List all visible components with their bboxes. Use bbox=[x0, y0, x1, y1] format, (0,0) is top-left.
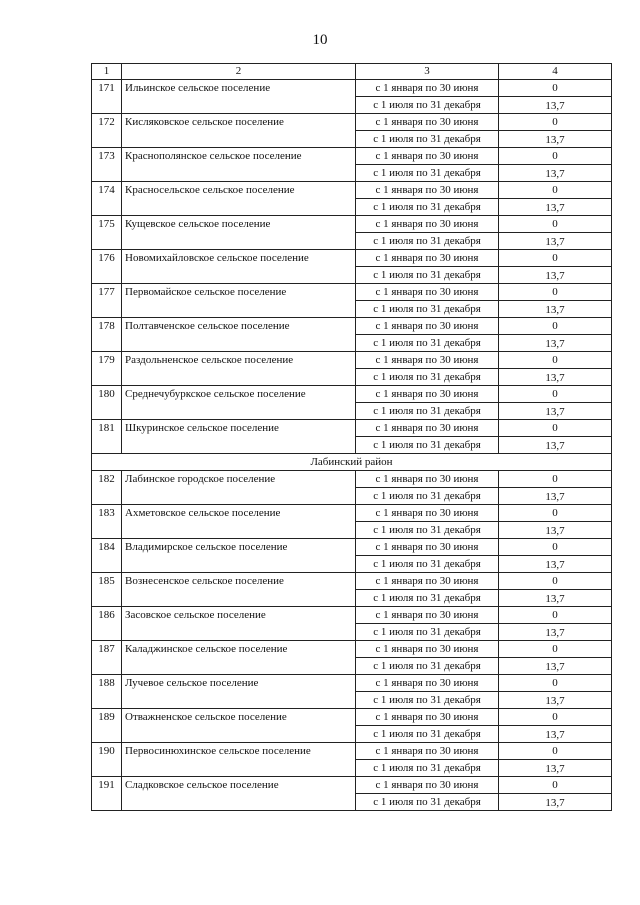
period-first-half: с 1 января по 30 июня bbox=[356, 318, 499, 335]
value-first-half: 0 bbox=[499, 386, 612, 403]
settlement-name: Лучевое сельское поселение bbox=[122, 675, 356, 709]
row-number: 177 bbox=[92, 284, 122, 318]
table-row bbox=[92, 420, 612, 437]
value-first-half: 0 bbox=[499, 505, 612, 522]
row-number: 182 bbox=[92, 471, 122, 505]
row-number: 172 bbox=[92, 114, 122, 148]
table-row bbox=[92, 250, 612, 267]
period-second-half: с 1 июля по 31 декабря bbox=[356, 692, 499, 709]
period-second-half: с 1 июля по 31 декабря bbox=[356, 131, 499, 148]
period-first-half: с 1 января по 30 июня bbox=[356, 675, 499, 692]
value-second-half: 13,7 bbox=[499, 301, 612, 318]
value-first-half: 0 bbox=[499, 80, 612, 97]
row-number: 186 bbox=[92, 607, 122, 641]
period-second-half: с 1 июля по 31 декабря bbox=[356, 301, 499, 318]
row-number: 174 bbox=[92, 182, 122, 216]
period-second-half: с 1 июля по 31 декабря bbox=[356, 794, 499, 811]
row-number: 190 bbox=[92, 743, 122, 777]
settlement-name: Среднечубуркское сельское поселение bbox=[122, 386, 356, 420]
row-number: 183 bbox=[92, 505, 122, 539]
period-second-half: с 1 июля по 31 декабря bbox=[356, 267, 499, 284]
period-second-half: с 1 июля по 31 декабря bbox=[356, 726, 499, 743]
value-second-half: 13,7 bbox=[499, 556, 612, 573]
table-row bbox=[92, 675, 612, 692]
settlement-name: Первомайское сельское поселение bbox=[122, 284, 356, 318]
table-row bbox=[92, 284, 612, 301]
settlement-name: Полтавченское сельское поселение bbox=[122, 318, 356, 352]
header-col-2: 2 bbox=[122, 64, 356, 80]
settlement-name: Засовское сельское поселение bbox=[122, 607, 356, 641]
period-first-half: с 1 января по 30 июня bbox=[356, 352, 499, 369]
period-second-half: с 1 июля по 31 декабря bbox=[356, 590, 499, 607]
period-first-half: с 1 января по 30 июня bbox=[356, 114, 499, 131]
value-second-half: 13,7 bbox=[499, 233, 612, 250]
period-second-half: с 1 июля по 31 декабря bbox=[356, 658, 499, 675]
period-first-half: с 1 января по 30 июня bbox=[356, 539, 499, 556]
settlement-name: Отважненское сельское поселение bbox=[122, 709, 356, 743]
value-second-half: 13,7 bbox=[499, 403, 612, 420]
row-number: 180 bbox=[92, 386, 122, 420]
value-first-half: 0 bbox=[499, 420, 612, 437]
value-second-half: 13,7 bbox=[499, 794, 612, 811]
period-second-half: с 1 июля по 31 декабря bbox=[356, 165, 499, 182]
value-second-half: 13,7 bbox=[499, 437, 612, 454]
settlement-name: Сладковское сельское поселение bbox=[122, 777, 356, 811]
value-second-half: 13,7 bbox=[499, 488, 612, 505]
row-number: 175 bbox=[92, 216, 122, 250]
table-row bbox=[92, 352, 612, 369]
value-second-half: 13,7 bbox=[499, 590, 612, 607]
value-first-half: 0 bbox=[499, 573, 612, 590]
row-number: 179 bbox=[92, 352, 122, 386]
table-body bbox=[92, 64, 612, 811]
period-second-half: с 1 июля по 31 декабря bbox=[356, 233, 499, 250]
value-first-half: 0 bbox=[499, 777, 612, 794]
period-first-half: с 1 января по 30 июня bbox=[356, 471, 499, 488]
row-number: 181 bbox=[92, 420, 122, 454]
period-second-half: с 1 июля по 31 декабря bbox=[356, 369, 499, 386]
row-number: 187 bbox=[92, 641, 122, 675]
settlement-name: Вознесенское сельское поселение bbox=[122, 573, 356, 607]
value-first-half: 0 bbox=[499, 675, 612, 692]
period-first-half: с 1 января по 30 июня bbox=[356, 80, 499, 97]
period-second-half: с 1 июля по 31 декабря bbox=[356, 97, 499, 114]
period-first-half: с 1 января по 30 июня bbox=[356, 607, 499, 624]
value-second-half: 13,7 bbox=[499, 335, 612, 352]
value-first-half: 0 bbox=[499, 250, 612, 267]
row-number: 184 bbox=[92, 539, 122, 573]
row-number: 191 bbox=[92, 777, 122, 811]
value-first-half: 0 bbox=[499, 148, 612, 165]
value-second-half: 13,7 bbox=[499, 624, 612, 641]
table-row bbox=[92, 641, 612, 658]
value-first-half: 0 bbox=[499, 709, 612, 726]
table-row bbox=[92, 318, 612, 335]
value-second-half: 13,7 bbox=[499, 692, 612, 709]
row-number: 173 bbox=[92, 148, 122, 182]
row-number: 189 bbox=[92, 709, 122, 743]
settlement-name: Кущевское сельское поселение bbox=[122, 216, 356, 250]
period-second-half: с 1 июля по 31 декабря bbox=[356, 760, 499, 777]
settlement-name: Владимирское сельское поселение bbox=[122, 539, 356, 573]
table-row bbox=[92, 505, 612, 522]
table-row bbox=[92, 216, 612, 233]
page-number: 10 bbox=[312, 32, 328, 48]
row-number: 178 bbox=[92, 318, 122, 352]
settlement-name: Ильинское сельское поселение bbox=[122, 80, 356, 114]
period-first-half: с 1 января по 30 июня bbox=[356, 743, 499, 760]
value-first-half: 0 bbox=[499, 743, 612, 760]
period-second-half: с 1 июля по 31 декабря bbox=[356, 556, 499, 573]
period-second-half: с 1 июля по 31 декабря bbox=[356, 199, 499, 216]
period-first-half: с 1 января по 30 июня bbox=[356, 420, 499, 437]
header-col-1: 1 bbox=[92, 64, 122, 80]
header-row bbox=[92, 64, 612, 80]
row-number: 188 bbox=[92, 675, 122, 709]
table-row bbox=[92, 709, 612, 726]
value-second-half: 13,7 bbox=[499, 760, 612, 777]
period-second-half: с 1 июля по 31 декабря bbox=[356, 437, 499, 454]
value-first-half: 0 bbox=[499, 641, 612, 658]
table-row bbox=[92, 182, 612, 199]
row-number: 185 bbox=[92, 573, 122, 607]
settlement-name: Шкуринское сельское поселение bbox=[122, 420, 356, 454]
header-col-3: 3 bbox=[356, 64, 499, 80]
period-first-half: с 1 января по 30 июня bbox=[356, 148, 499, 165]
period-second-half: с 1 июля по 31 декабря bbox=[356, 488, 499, 505]
settlement-name: Краснополянское сельское поселение bbox=[122, 148, 356, 182]
row-number: 176 bbox=[92, 250, 122, 284]
section-row bbox=[92, 454, 612, 471]
value-first-half: 0 bbox=[499, 352, 612, 369]
settlement-name: Каладжинское сельское поселение bbox=[122, 641, 356, 675]
value-second-half: 13,7 bbox=[499, 131, 612, 148]
period-first-half: с 1 января по 30 июня bbox=[356, 216, 499, 233]
table-row bbox=[92, 539, 612, 556]
table-row bbox=[92, 386, 612, 403]
settlement-name: Первосинюхинское сельское поселение bbox=[122, 743, 356, 777]
section-title: Лабинский район bbox=[92, 454, 612, 471]
value-first-half: 0 bbox=[499, 216, 612, 233]
period-second-half: с 1 июля по 31 декабря bbox=[356, 522, 499, 539]
value-second-half: 13,7 bbox=[499, 658, 612, 675]
table-row bbox=[92, 114, 612, 131]
row-number: 171 bbox=[92, 80, 122, 114]
period-second-half: с 1 июля по 31 декабря bbox=[356, 335, 499, 352]
period-first-half: с 1 января по 30 июня bbox=[356, 250, 499, 267]
value-first-half: 0 bbox=[499, 539, 612, 556]
table-row bbox=[92, 743, 612, 760]
value-first-half: 0 bbox=[499, 182, 612, 199]
period-first-half: с 1 января по 30 июня bbox=[356, 641, 499, 658]
period-first-half: с 1 января по 30 июня bbox=[356, 573, 499, 590]
table-row bbox=[92, 777, 612, 794]
table-row bbox=[92, 80, 612, 97]
value-second-half: 13,7 bbox=[499, 199, 612, 216]
table-row bbox=[92, 471, 612, 488]
settlement-name: Ахметовское сельское поселение bbox=[122, 505, 356, 539]
period-second-half: с 1 июля по 31 декабря bbox=[356, 624, 499, 641]
value-second-half: 13,7 bbox=[499, 267, 612, 284]
settlement-name: Раздольненское сельское поселение bbox=[122, 352, 356, 386]
table-row bbox=[92, 573, 612, 590]
header-col-4: 4 bbox=[499, 64, 612, 80]
table-row bbox=[92, 148, 612, 165]
value-first-half: 0 bbox=[499, 607, 612, 624]
rates-table bbox=[91, 63, 612, 811]
value-first-half: 0 bbox=[499, 114, 612, 131]
period-second-half: с 1 июля по 31 декабря bbox=[356, 403, 499, 420]
settlement-name: Красносельское сельское поселение bbox=[122, 182, 356, 216]
table-row bbox=[92, 607, 612, 624]
settlement-name: Новомихайловское сельское поселение bbox=[122, 250, 356, 284]
value-second-half: 13,7 bbox=[499, 522, 612, 539]
value-second-half: 13,7 bbox=[499, 726, 612, 743]
period-first-half: с 1 января по 30 июня bbox=[356, 505, 499, 522]
value-second-half: 13,7 bbox=[499, 97, 612, 114]
value-first-half: 0 bbox=[499, 284, 612, 301]
value-first-half: 0 bbox=[499, 318, 612, 335]
settlement-name: Лабинское городское поселение bbox=[122, 471, 356, 505]
period-first-half: с 1 января по 30 июня bbox=[356, 386, 499, 403]
period-first-half: с 1 января по 30 июня bbox=[356, 284, 499, 301]
period-first-half: с 1 января по 30 июня bbox=[356, 777, 499, 794]
period-first-half: с 1 января по 30 июня bbox=[356, 709, 499, 726]
settlement-name: Кисляковское сельское поселение bbox=[122, 114, 356, 148]
period-first-half: с 1 января по 30 июня bbox=[356, 182, 499, 199]
value-first-half: 0 bbox=[499, 471, 612, 488]
value-second-half: 13,7 bbox=[499, 369, 612, 386]
value-second-half: 13,7 bbox=[499, 165, 612, 182]
